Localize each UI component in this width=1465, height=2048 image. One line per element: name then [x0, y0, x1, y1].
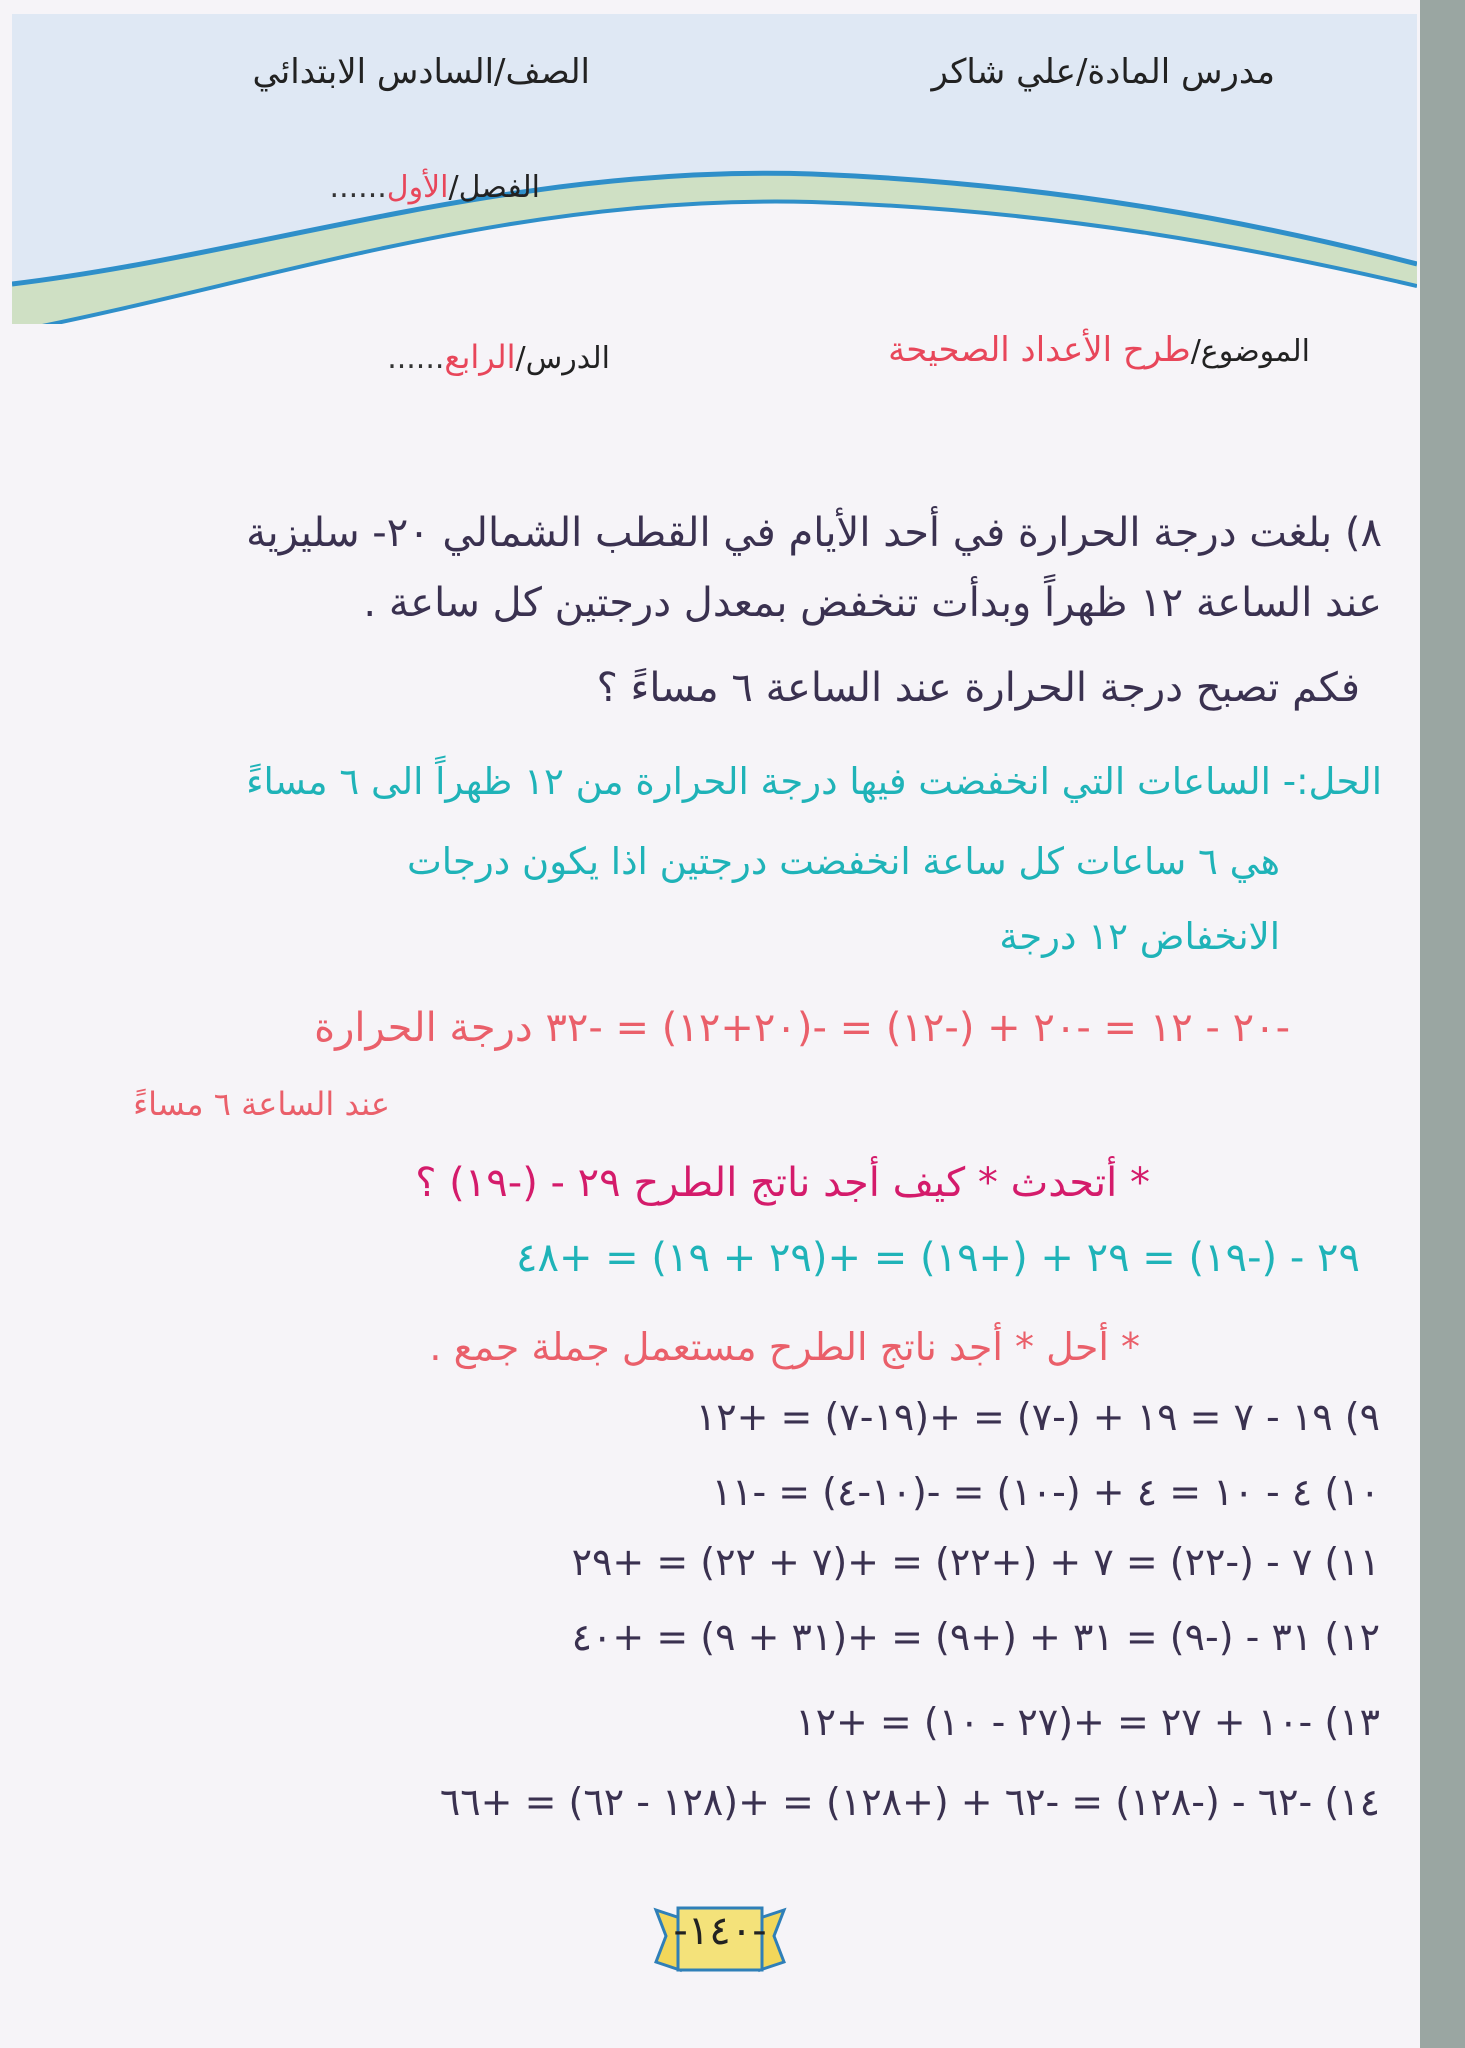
teacher-name: مدرس المادة/علي شاكر: [931, 52, 1275, 92]
lesson-dots: ......: [387, 341, 445, 376]
problem8-line3: فكم تصبح درجة الحرارة عند الساعة ٦ مساءً ؟: [596, 665, 1360, 711]
think-equation: ٢٩ - (-١٩) = ٢٩ + (+١٩) = +(٢٩ + ١٩) = +٤٨: [515, 1235, 1360, 1281]
topic-value: طرح الأعداد الصحيحة: [888, 330, 1191, 370]
solution-equation: -٢٠ - ١٢ = -٢٠ + (-١٢) = -(٢٠+١٢) = -٣٢ درجة الحرارة: [314, 1005, 1290, 1051]
exercise-9: ٩) ١٩ - ٧ = ١٩ + (-٧) = +(١٩-٧) = +١٢: [695, 1395, 1380, 1439]
problem8-line2: عند الساعة ١٢ ظهراً وبدأت تنخفض بمعدل درجتين كل ساعة .: [363, 580, 1382, 626]
exercise-10: ١٠) ٤ - ١٠ = ٤ + (-١٠) = -(١٠-٤) = -١١: [711, 1470, 1380, 1514]
exercise-12: ١٢) ٣١ - (-٩) = ٣١ + (+٩) = +(٣١ + ٩) = +٤٠: [571, 1615, 1380, 1659]
lesson-value: الرابع: [444, 338, 516, 376]
solution-line3: الانخفاض ١٢ درجة: [999, 915, 1280, 958]
chapter-value: الأول: [386, 170, 449, 205]
chapter-dots: ......: [329, 170, 387, 205]
solve-instruction: * أحل * أجد ناتج الطرح مستعمل جملة جمع .: [429, 1325, 1140, 1369]
topic-field: [888, 330, 1310, 370]
chapter-field: [330, 170, 540, 205]
think-question: * أتحدث * كيف أجد ناتج الطرح ٢٩ - (-١٩) ؟: [415, 1160, 1150, 1206]
exercise-13: ١٣) -١٠ + ٢٧ = +(٢٧ - ١٠) = +١٢: [795, 1700, 1380, 1744]
exercise-11: ١١) ٧ - (-٢٢) = ٧ + (+٢٢) = +(٧ + ٢٢) = +٢٩: [571, 1540, 1380, 1584]
solution-line1: الحل:- الساعات التي انخفضت فيها درجة الحرارة من ١٢ ظهراً الى ٦ مساءً: [246, 760, 1382, 803]
solution-conclusion: عند الساعة ٦ مساءً: [133, 1085, 390, 1123]
problem8-line1: ٨) بلغت درجة الحرارة في أحد الأيام في القطب الشمالي ٢٠- سليزية: [246, 510, 1382, 556]
lesson-label: الدرس/: [515, 341, 610, 376]
solution-line2: هي ٦ ساعات كل ساعة انخفضت درجتين اذا يكون درجات: [406, 840, 1280, 883]
lesson-field: [387, 338, 610, 376]
chapter-label: الفصل/: [448, 170, 540, 205]
page-number: -١٤٠-: [673, 1908, 767, 1954]
exercise-14: ١٤) -٦٢ - (-١٢٨) = -٦٢ + (+١٢٨) = +(١٢٨ - ٦٢) = +٦٦: [439, 1780, 1380, 1824]
grade-label: الصف/السادس الابتدائي: [252, 52, 590, 92]
topic-label: الموضوع/: [1190, 334, 1310, 369]
